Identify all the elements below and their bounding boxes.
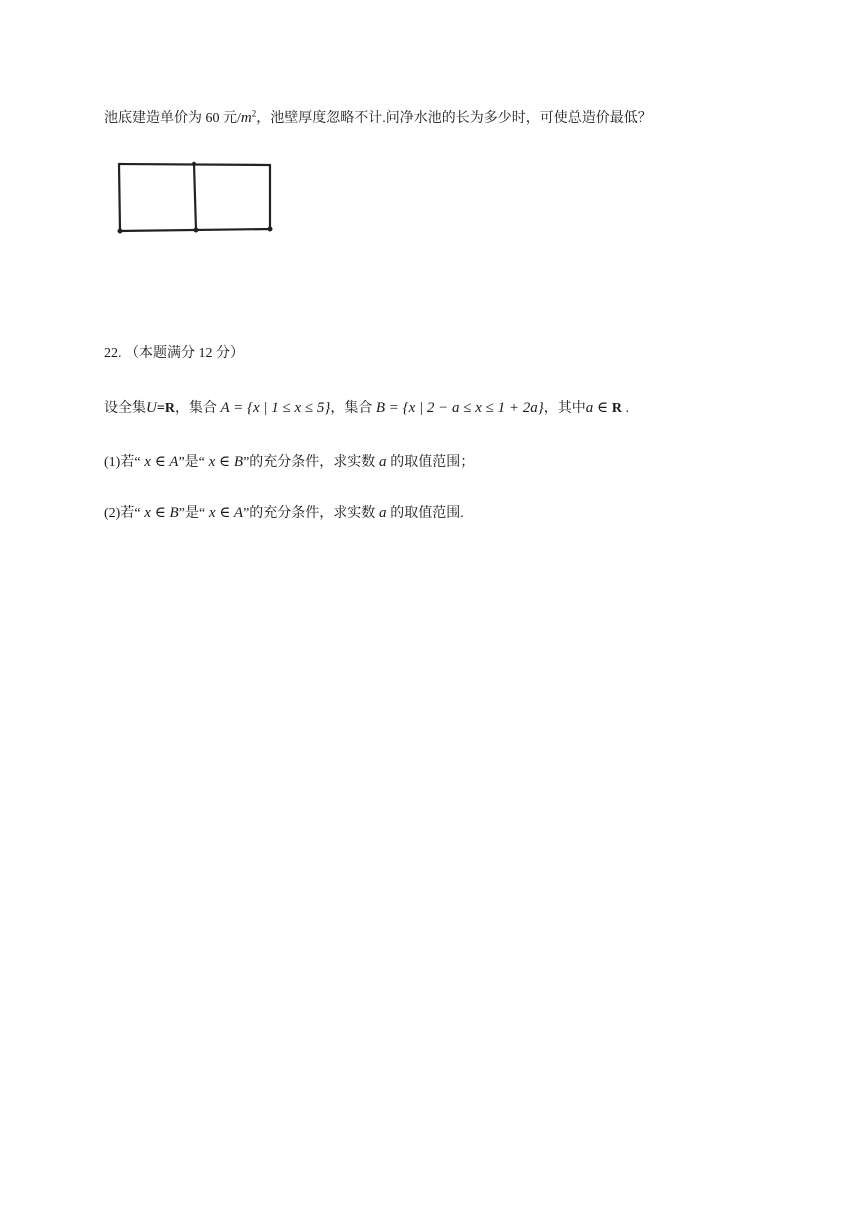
corner-dot — [192, 162, 196, 166]
problem22-intro: 设全集U=R，集合 A = {x | 1 ≤ x ≤ 5}，集合 B = {x | 2 − a ≤ x ≤ 1 + 2a}，其中a ∈ R . — [104, 400, 630, 416]
real-numbers-R: =R — [156, 401, 175, 416]
divider-wall — [194, 164, 196, 230]
problem22-part2: (2)若“ x ∈ B”是“ x ∈ A”的充分条件，求实数 a 的取值范围. — [104, 505, 464, 521]
unit-m: m — [240, 110, 252, 126]
unit-exponent: 2 — [251, 108, 257, 119]
real-numbers-R-2: R — [611, 401, 623, 416]
problem22-part1: (1)若“ x ∈ A”是“ x ∈ B”的充分条件，求实数 a 的取值范围； — [104, 454, 475, 470]
a-in-R: a ∈ — [585, 400, 612, 416]
text-after-unit: ，池壁厚度忽略不计.问净水池的长为多少时，可使总造价最低？ — [256, 111, 652, 126]
problem21-continuation — [104, 108, 652, 129]
text-before-unit: 池底建造单价为 60 元/ — [104, 111, 241, 126]
corner-dot — [194, 228, 199, 233]
corner-dot — [118, 229, 123, 234]
universal-set-U: U — [146, 400, 157, 416]
problem22-header: 22. （本题满分 12 分） — [104, 346, 244, 361]
pool-diagram — [112, 158, 280, 240]
corner-dot — [268, 227, 273, 232]
set-B-definition: B = {x | 2 − a ≤ x ≤ 1 + 2a} — [375, 400, 544, 416]
set-A-definition: A = {x | 1 ≤ x ≤ 5} — [220, 400, 331, 416]
